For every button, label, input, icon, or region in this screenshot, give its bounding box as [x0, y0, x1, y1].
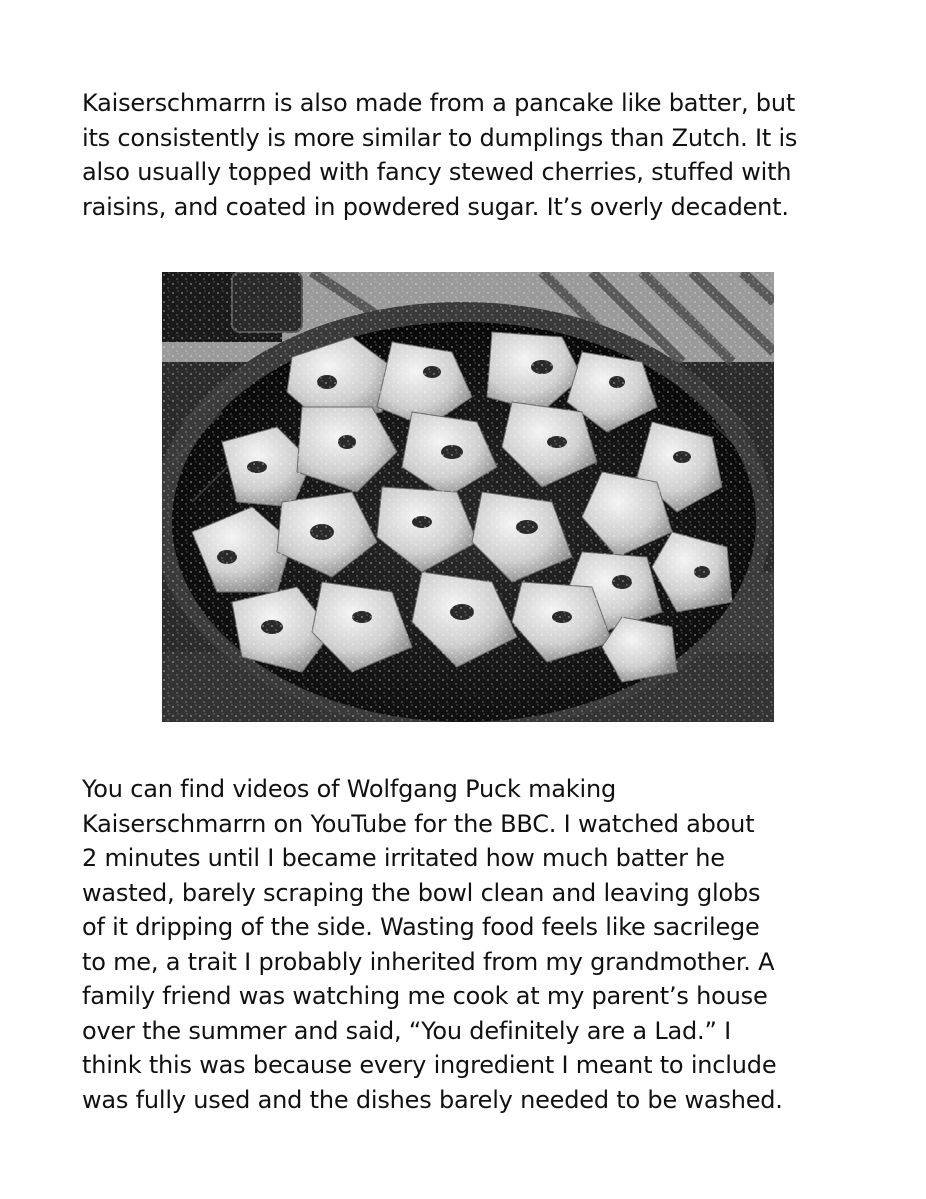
kaiserschmarrn-pan-photo — [162, 272, 774, 722]
story-paragraph: You can find videos of Wolfgang Puck making Kaiserschmarrn on YouTube for the BBC. I watched about 2 minutes until I became irritated how much batter he wasted, barely scraping the bowl clean and leaving globs of it dripping of the side. Wasting food feels like sacrilege to me, a trait I probably inherited from my grandmother. A family friend was watching me cook at my parent’s house over the summer and said, “You definitely are a Lad.” I think this was because every ingredient I meant to include was fully used and the dishes barely needed to be washed. — [82, 775, 783, 1114]
intro-paragraph: Kaiserschmarrn is also made from a pancake like batter, but its consistently is more similar to dumplings than Zutch. It is also usually topped with fancy stewed cherries, stuffed with raisins, and coated in powdered sugar. It’s overly decadent. — [82, 89, 798, 221]
